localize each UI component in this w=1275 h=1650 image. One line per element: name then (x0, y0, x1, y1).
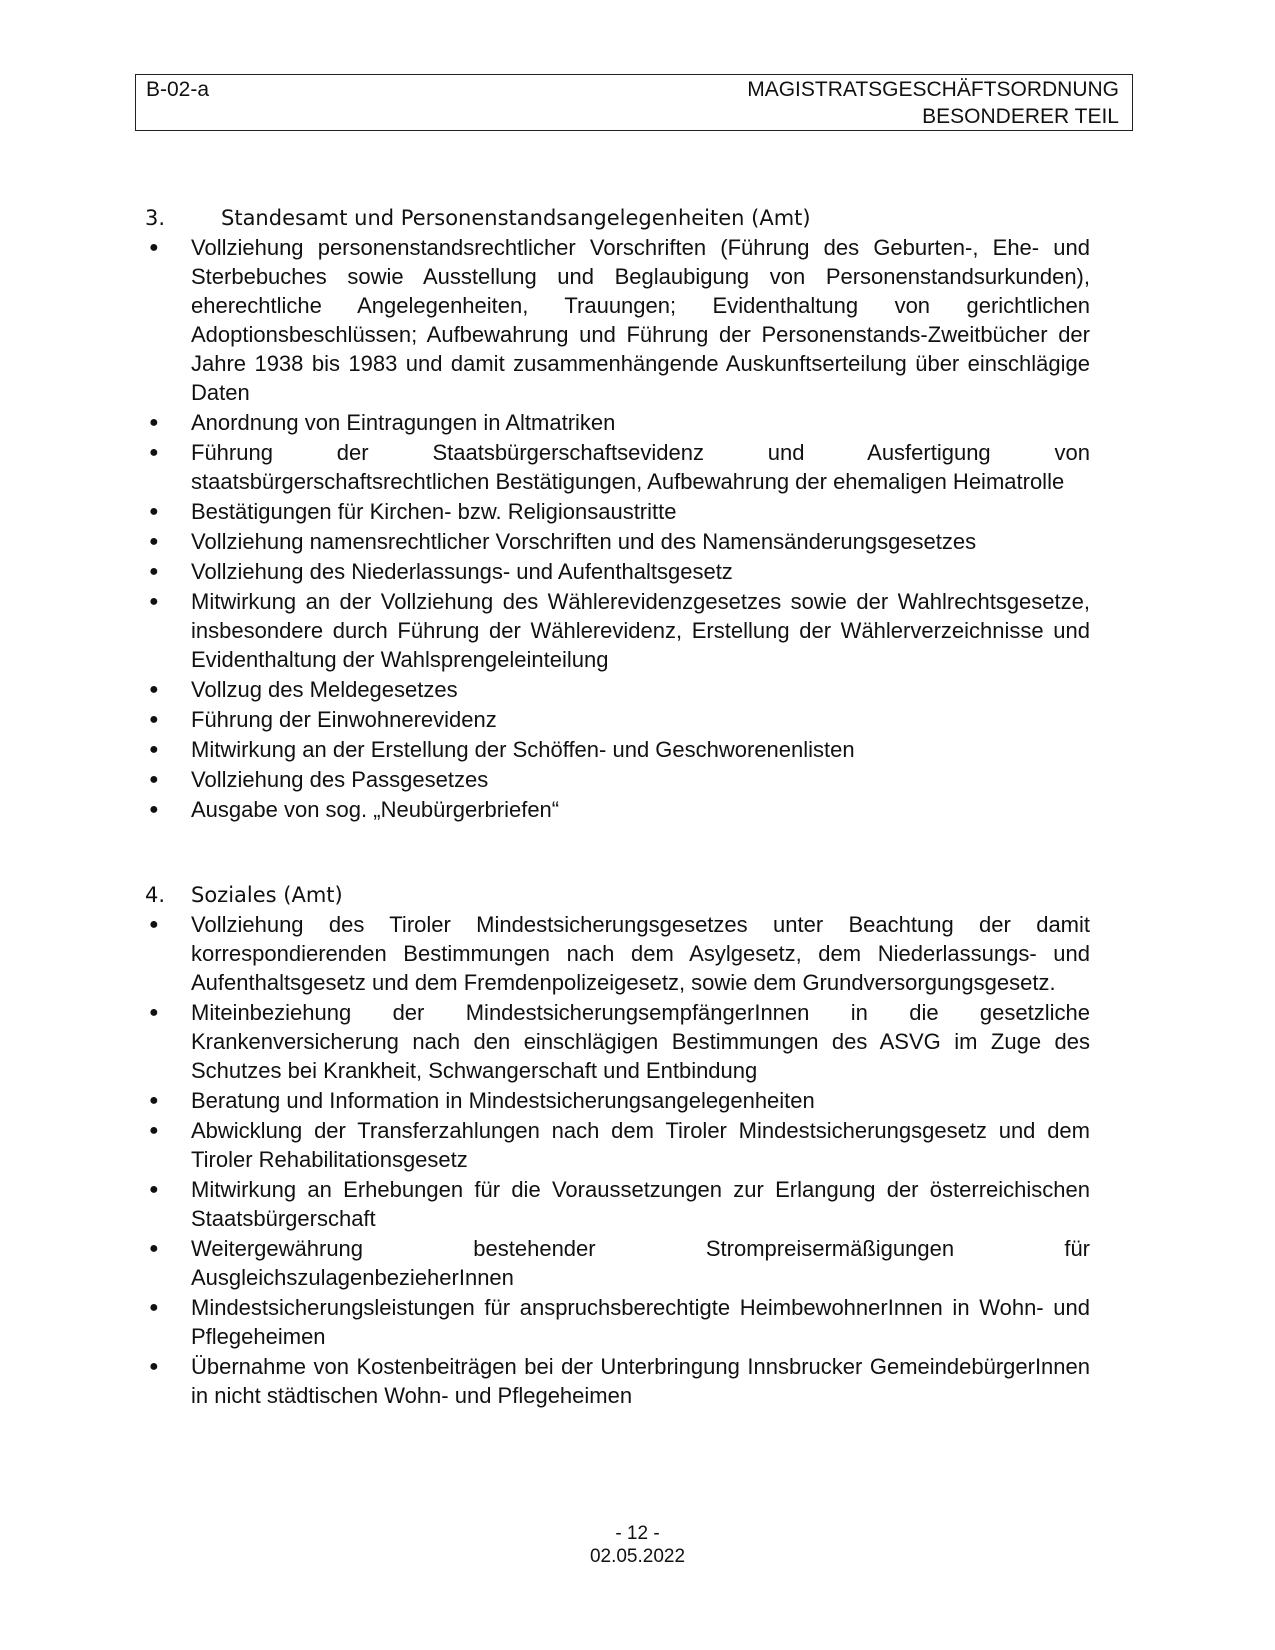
list-item: ● Anordnung von Eintragungen in Altmatriken (149, 410, 616, 435)
bullet-icon: ● (149, 533, 159, 550)
header-title-line-1: MAGISTRATSGESCHÄFTSORDNUNG (747, 78, 1119, 101)
bullet-icon: ● (149, 1004, 159, 1021)
list-item: ● Mitwirkung an der Erstellung der Schöffen- und Geschworenenlisten (149, 737, 855, 762)
list-item: ● Mitwirkung an der Vollziehung des Wählerevidenzgesetzes sowie der Wahlrechtsgesetze, insbesondere durch Führung der Wählerevidenz, Erstellung der Wählerverzeichnisse und Evidenthaltung der Wahlsprengeleinteilung (149, 589, 1090, 672)
list-item: ● Führung der Einwohnerevidenz (149, 707, 497, 732)
bullet-icon: ● (149, 741, 159, 758)
list-item: ● Ausgabe von sog. „Neubürgerbriefen“ (149, 797, 560, 822)
bullet-icon: ● (149, 444, 159, 461)
bullet-icon: ● (149, 414, 159, 431)
bullet-icon: ● (149, 1358, 159, 1375)
section-3-list (145, 233, 1090, 824)
list-item: ● Weitergewährung bestehender Strompreisermäßigungen für AusgleichszulagenbezieherInnen (149, 1236, 1090, 1290)
bullet-icon: ● (149, 1092, 159, 1109)
section-3-title: Standesamt und Personenstandsangelegenheiten (Amt) (221, 206, 811, 230)
list-item: ● Abwicklung der Transferzahlungen nach dem Tiroler Mindestsicherungsgesetz und dem Tiroler Rehabilitationsgesetz (149, 1118, 1090, 1172)
list-item: ● Mindestsicherungsleistungen für anspruchsberechtigte HeimbewohnerInnen in Wohn- und Pflegeheimen (149, 1295, 1090, 1349)
list-item: ● Mitwirkung an Erhebungen für die Voraussetzungen zur Erlangung der österreichischen Staatsbürgerschaft (149, 1177, 1090, 1231)
section-3-heading (145, 204, 1090, 233)
page-number: - 12 - (615, 1523, 660, 1544)
list-item: ● Vollzug des Meldegesetzes (149, 677, 458, 702)
page-footer (0, 1522, 1275, 1568)
bullet-icon: ● (149, 593, 159, 610)
bullet-icon: ● (149, 1299, 159, 1316)
list-item: ● Miteinbeziehung der MindestsicherungsempfängerInnen in die gesetzliche Krankenversicherung nach den einschlägigen Bestimmungen des ASVG im Zuge des Schutzes bei Krankheit, Schwangerschaft und Entbindung (149, 1000, 1090, 1083)
bullet-icon: ● (149, 1122, 159, 1139)
document-code: B-02-a (146, 78, 210, 101)
list-item: ● Bestätigungen für Kirchen- bzw. Religionsaustritte (149, 499, 677, 524)
list-item: ● Vollziehung namensrechtlicher Vorschriften und des Namensänderungsgesetzes (149, 529, 977, 554)
bullet-icon: ● (149, 681, 159, 698)
section-4-heading (145, 881, 1090, 910)
list-item: ● Vollziehung personenstandsrechtlicher Vorschriften (Führung des Geburten-, Ehe- und Sterbebuches sowie Ausstellung und Beglaubigung von Personenstandsurkunden), eherechtliche Angelegenheiten, Trauungen; Evidenthaltung von gerichtlichen Adoptionsbeschlüssen; Aufbewahrung und Führung der Personenstands-Zweitbücher der Jahre 1938 bis 1983 und damit zusammenhängende Auskunftserteilung über einschlägige Daten (149, 235, 1090, 405)
bullet-icon: ● (149, 1240, 159, 1257)
list-item: ● Beratung und Information in Mindestsicherungsangelegenheiten (149, 1088, 815, 1113)
bullet-icon: ● (149, 1181, 159, 1198)
section-spacer (145, 825, 1090, 881)
bullet-icon: ● (149, 916, 159, 933)
list-item: ● Vollziehung des Niederlassungs- und Aufenthaltsgesetz (149, 559, 733, 584)
list-item: ● Vollziehung des Tiroler Mindestsicherungsgesetzes unter Beachtung der damit korrespondierenden Bestimmungen nach dem Asylgesetz, dem Niederlassungs- und Aufenthaltsgesetz und dem Fremdenpolizeigesetz, sowie dem Grundversorgungsgesetz. (149, 912, 1090, 995)
section-3-number: 3. (145, 206, 166, 230)
bullet-icon: ● (149, 801, 159, 818)
bullet-icon: ● (149, 503, 159, 520)
bullet-icon: ● (149, 711, 159, 728)
footer-date: 02.05.2022 (589, 1546, 686, 1567)
list-item: ● Vollziehung des Passgesetzes (149, 767, 489, 792)
page-header (135, 74, 1133, 131)
header-title (747, 76, 1119, 130)
section-4-number: 4. (145, 883, 166, 907)
list-item: ● Übernahme von Kostenbeiträgen bei der Unterbringung Innsbrucker GemeindebürgerInnen in nicht städtischen Wohn- und Pflegeheimen (149, 1354, 1090, 1408)
header-title-line-2: BESONDERER TEIL (922, 105, 1119, 128)
page-content (145, 204, 1090, 1411)
section-4-list (145, 910, 1090, 1410)
bullet-icon: ● (149, 239, 159, 256)
bullet-icon: ● (149, 563, 159, 580)
bullet-icon: ● (149, 771, 159, 788)
list-item: ● Führung der Staatsbürgerschaftsevidenz und Ausfertigung von staatsbürgerschaftsrechtlichen Bestätigungen, Aufbewahrung der ehemaligen Heimatrolle (149, 440, 1090, 494)
section-4-title: Soziales (Amt) (191, 883, 343, 907)
